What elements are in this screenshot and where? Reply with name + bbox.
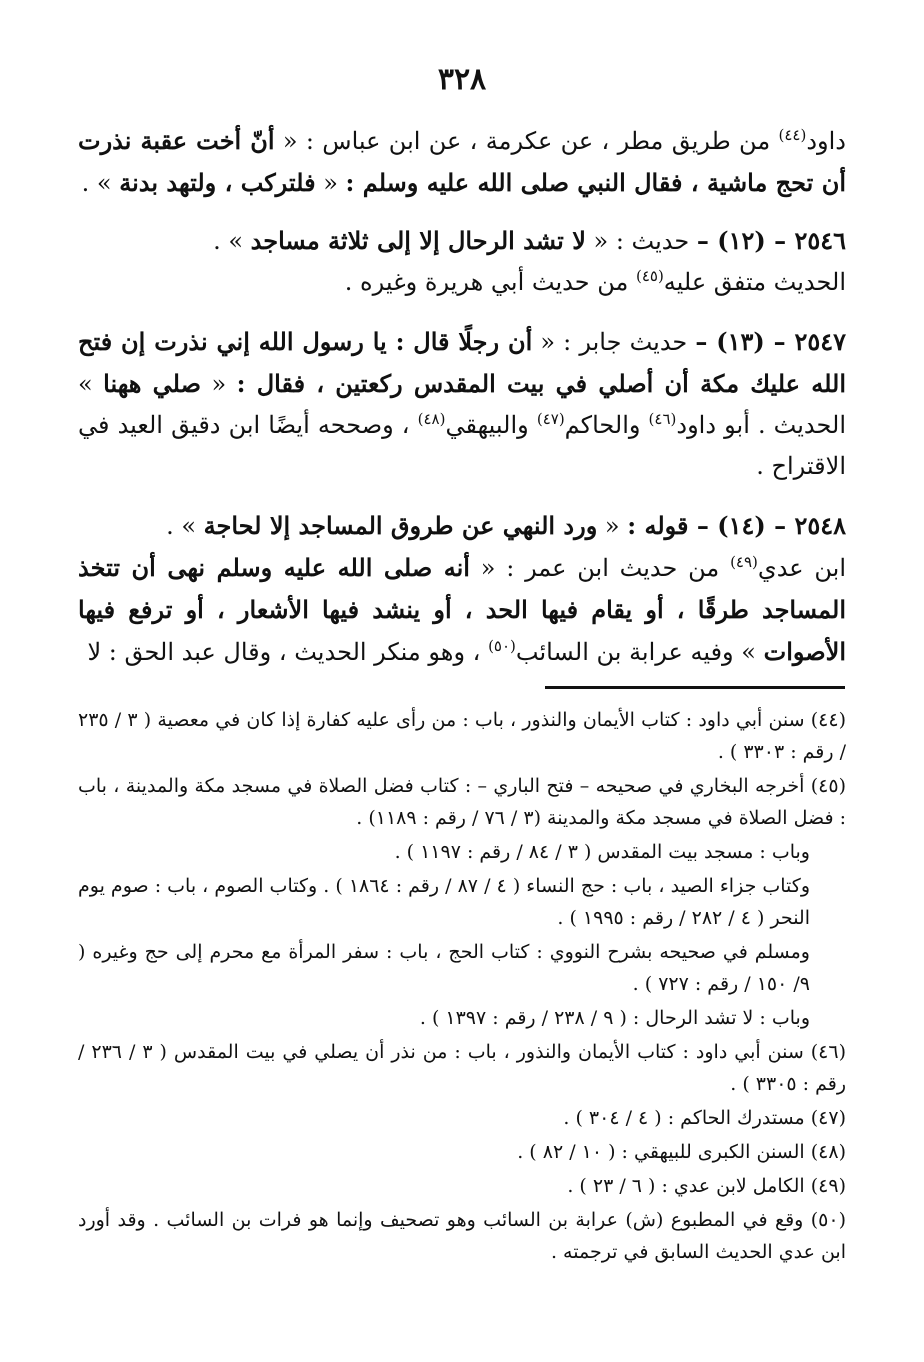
text-segment: » وفيه عرابة بن السائب <box>515 638 764 666</box>
text-segment: ابن عدي <box>757 554 847 582</box>
text-segment: الحديث متفق عليه <box>663 268 846 296</box>
text-segment: داود <box>806 127 846 155</box>
footnote-ref: (٤٧) <box>536 410 565 428</box>
footnote-50: (٥٠) وقع في المطبوع (ش) عرابة بن السائب وهو تصحيف وإنما هو فرات بن السائب . وقد أورد ابن عدي الحديث السابق في ترجمته . <box>78 1209 846 1263</box>
main-text <box>78 120 846 691</box>
footnote-45-cont: وباب : لا تشد الرحال : ( ٩ / ٢٣٨ / رقم : ١٣٩٧ ) . <box>419 1007 810 1029</box>
text-segment: » الحديث . أبو داود <box>78 370 846 439</box>
text-segment: من طريق مطر ، عن عكرمة ، عن ابن عباس : « <box>274 127 779 155</box>
hadith-text: ورد النهي عن طروق المساجد إلا لحاجة <box>203 511 598 540</box>
hadith-text: لا تشد الرحال إلا إلى ثلاثة مساجد <box>250 226 586 255</box>
footnote-ref: (٤٩) <box>730 553 758 571</box>
footnote-separator <box>545 686 845 689</box>
footnote-ref: (٤٤) <box>778 126 807 144</box>
footnote-ref: (٥٠) <box>488 637 516 655</box>
text-segment: ، وهو منكر الحديث ، وقال عبد الحق : لا <box>87 638 489 666</box>
footnote-45: (٤٥) أخرجه البخاري في صحيحه – فتح الباري – : كتاب فضل الصلاة في مسجد مكة والمدينة ، باب : فضل الصلاة في مسجد مكة والمدينة (٣ / ٧٦ / رقم : ١١٨٩) . <box>78 775 846 829</box>
hadith-text: فلتركب ، ولتهد بدنة <box>119 168 316 197</box>
hadith-number: ٢٥٤٧ – (١٣) – <box>695 327 847 356</box>
hadith-number: ٢٥٤٦ – (١٢) – <box>696 226 846 255</box>
paragraph-2548 <box>78 505 846 673</box>
text-segment: والبيهقي <box>445 411 537 439</box>
hadith-text: أنه صلى الله عليه وسلم نهى أن تتخذ المساجد طرقًا ، أو يقام فيها الحد ، أو ينشد فيها الأشعار ، أو ترفع فيها الأصوات <box>78 553 847 666</box>
page-number: ٣٢٨ <box>437 62 487 97</box>
footnote-45-cont: وباب : مسجد بيت المقدس ( ٣ / ٨٤ / رقم : ١١٩٧ ) . <box>394 841 810 863</box>
text-segment: حديث : « <box>585 227 697 255</box>
text-segment: « <box>201 370 237 398</box>
text-segment: والحاكم <box>564 411 649 439</box>
text-segment: » . <box>166 512 204 540</box>
paragraph-2547 <box>78 321 846 487</box>
hadith-number: ٢٥٤٨ – (١٤) – قوله : <box>627 511 846 540</box>
hadith-text: أنّ أخت عقبة نذرت أن تحج ماشية ، فقال النبي صلى الله عليه وسلم : <box>78 126 846 197</box>
paragraph-abu-dawud <box>78 120 846 204</box>
footnotes <box>78 704 846 1270</box>
text-segment: من حديث ابن عمر : « <box>469 554 731 582</box>
text-segment: » . <box>81 169 120 197</box>
footnote-45-cont: ومسلم في صحيحه بشرح النووي : كتاب الحج ، باب : سفر المرأة مع محرم إلى حج وغيره ( ٩/ ١٥٠ / رقم : ٧٢٧ ) . <box>78 941 810 995</box>
footnote-48: (٤٨) السنن الكبرى للبيهقي : ( ١٠ / ٨٢ ) . <box>517 1141 846 1163</box>
hadith-text: أن رجلًا قال : يا رسول الله إني نذرت إن فتح الله عليك مكة أن أصلي في بيت المقدس ركعتين ، فقال : <box>78 327 846 398</box>
paragraph-2546 <box>78 220 846 303</box>
footnote-45-cont: وكتاب جزاء الصيد ، باب : حج النساء ( ٤ / ٨٧ / رقم : ١٨٦٤ ) . وكتاب الصوم ، باب : صوم يوم النحر ( ٤ / ٢٨٢ / رقم : ١٩٩٥ ) . <box>78 875 811 929</box>
text-segment: ، وصححه أيضًا ابن دقيق العيد في الاقتراح . <box>78 411 846 480</box>
footnote-44: (٤٤) سنن أبي داود : كتاب الأيمان والنذور ، باب : من رأى عليه كفارة إذا كان في معصية ( ٣ / ٢٣٥ / رقم : ٣٣٠٣ ) . <box>78 709 847 763</box>
footnote-46: (٤٦) سنن أبي داود : كتاب الأيمان والنذور ، باب : من نذر أن يصلي في بيت المقدس ( ٣ / ٢٣٦ / رقم : ٣٣٠٥ ) . <box>78 1041 846 1095</box>
footnote-47: (٤٧) مستدرك الحاكم : ( ٤ / ٣٠٤ ) . <box>563 1107 846 1129</box>
footnote-ref: (٤٥) <box>635 267 664 285</box>
text-segment: « <box>315 169 346 197</box>
text-segment: » . <box>213 227 251 255</box>
text-segment: من حديث أبي هريرة وغيره . <box>344 268 636 296</box>
footnote-ref: (٤٦) <box>648 410 677 428</box>
footnote-49: (٤٩) الكامل لابن عدي : ( ٦ / ٢٣ ) . <box>567 1175 846 1197</box>
hadith-text: صلي ههنا <box>103 369 201 398</box>
text-segment: « <box>597 512 628 540</box>
footnote-ref: (٤٨) <box>417 410 446 428</box>
text-segment: حديث جابر : « <box>532 328 696 356</box>
